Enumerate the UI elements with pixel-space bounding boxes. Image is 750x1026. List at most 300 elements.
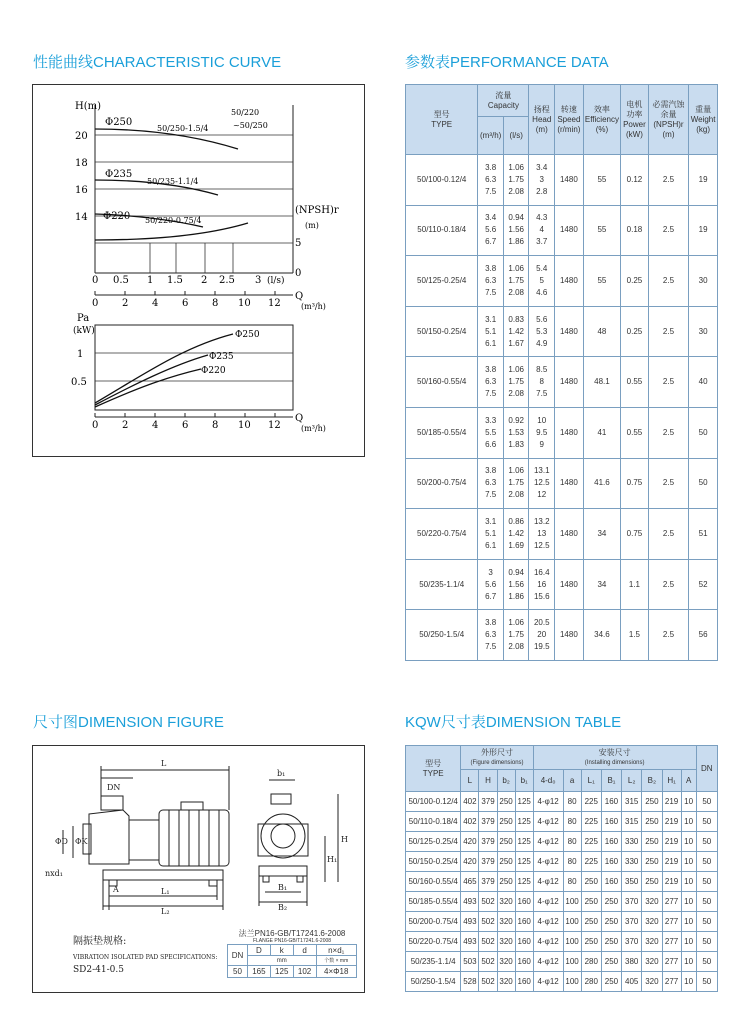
perf-cell-head: 4.3 4 3.7 bbox=[529, 205, 555, 256]
perf-cell-weight: 30 bbox=[689, 306, 718, 357]
dim-cell: 160 bbox=[515, 932, 533, 952]
h-axis-label: H(m) bbox=[75, 101, 102, 112]
dim-cell: 50 bbox=[696, 932, 717, 952]
svg-text:5: 5 bbox=[295, 238, 302, 249]
dim-cell: 225 bbox=[581, 852, 601, 872]
dim-row bbox=[406, 912, 718, 932]
dim-cell: 50 bbox=[696, 852, 717, 872]
svg-text:12: 12 bbox=[268, 298, 281, 309]
perf-row bbox=[406, 357, 718, 408]
front-outlet-flange bbox=[271, 794, 291, 804]
perf-cell-power: 0.55 bbox=[621, 357, 649, 408]
svg-text:Q: Q bbox=[295, 291, 304, 302]
perf-cell-efficiency: 48.1 bbox=[583, 357, 620, 408]
dim-col-header: b₁ bbox=[515, 770, 533, 792]
perf-cell-capacity-ls: 1.06 1.75 2.08 bbox=[503, 256, 529, 307]
dim-cell-type: 50/110-0.18/4 bbox=[406, 812, 461, 832]
dim-cell: 219 bbox=[662, 832, 681, 852]
perf-cell-type: 50/220-0.75/4 bbox=[406, 509, 478, 560]
dim-cell: 528 bbox=[461, 972, 479, 992]
perf-cell-speed: 1480 bbox=[555, 458, 584, 509]
dim-cell-type: 50/250-1.5/4 bbox=[406, 972, 461, 992]
dim-cell: 405 bbox=[622, 972, 642, 992]
dim-cell: 125 bbox=[515, 872, 533, 892]
dim-cell: 493 bbox=[461, 912, 479, 932]
dim-cell-type: 50/220-0.75/4 bbox=[406, 932, 461, 952]
perf-cell-capacity-ls: 1.06 1.75 2.08 bbox=[503, 357, 529, 408]
svg-text:(m³/h): (m³/h) bbox=[301, 302, 326, 311]
impeller-235-label: Φ235 bbox=[105, 169, 133, 180]
outlet-flange bbox=[101, 796, 123, 810]
dim-col-header: L bbox=[461, 770, 479, 792]
perf-cell-type: 50/250-1.5/4 bbox=[406, 610, 478, 661]
svg-text:12: 12 bbox=[268, 420, 281, 431]
dim-cell: 493 bbox=[461, 892, 479, 912]
perf-cell-capacity-m3h: 3.1 5.1 6.1 bbox=[478, 306, 504, 357]
svg-text:8: 8 bbox=[212, 298, 219, 309]
iso-pad-en: VIBRATION ISOLATED PAD SPECIFICATIONS: bbox=[73, 954, 218, 961]
dim-cell: 50 bbox=[696, 832, 717, 852]
dim-cell: 4-φ12 bbox=[533, 812, 563, 832]
power-curve-220 bbox=[95, 369, 201, 407]
dim-cell: 80 bbox=[563, 812, 581, 832]
svg-text:L₁: L₁ bbox=[161, 887, 170, 896]
dim-cell: 280 bbox=[581, 972, 601, 992]
perf-cell-speed: 1480 bbox=[555, 256, 584, 307]
dim-cell: 330 bbox=[622, 852, 642, 872]
dim-cell: 125 bbox=[515, 792, 533, 812]
perf-cell-capacity-ls: 0.86 1.42 1.69 bbox=[503, 509, 529, 560]
perf-row bbox=[406, 256, 718, 307]
perf-cell-weight: 40 bbox=[689, 357, 718, 408]
dim-cell: 10 bbox=[681, 952, 696, 972]
dim-cell: 502 bbox=[479, 972, 497, 992]
dim-cell: 277 bbox=[662, 912, 681, 932]
dim-cell-type: 50/185-0.55/4 bbox=[406, 892, 461, 912]
dim-cell: 320 bbox=[497, 912, 515, 932]
svg-text:20: 20 bbox=[75, 131, 88, 142]
svg-text:10: 10 bbox=[238, 298, 251, 309]
svg-text:0: 0 bbox=[295, 268, 302, 279]
perf-cell-type: 50/185-0.55/4 bbox=[406, 407, 478, 458]
perf-cell-head: 5.4 5 4.6 bbox=[529, 256, 555, 307]
perf-cell-npsh: 2.5 bbox=[648, 155, 688, 206]
dim-col-header: A bbox=[681, 770, 696, 792]
dim-col-header: b₂ bbox=[497, 770, 515, 792]
npsh-curve-label-1: 50/220 bbox=[231, 108, 260, 117]
pa-axis-label: Pa bbox=[77, 313, 90, 324]
svg-text:2: 2 bbox=[122, 420, 129, 431]
dim-cell: 10 bbox=[681, 792, 696, 812]
dim-cell: 250 bbox=[642, 792, 662, 812]
perf-cell-npsh: 2.5 bbox=[648, 205, 688, 256]
perf-cell-npsh: 2.5 bbox=[648, 256, 688, 307]
dim-cell: 250 bbox=[601, 892, 621, 912]
dim-cell: 250 bbox=[581, 892, 601, 912]
dim-cell: 4-φ12 bbox=[533, 852, 563, 872]
perf-cell-capacity-ls: 1.06 1.75 2.08 bbox=[503, 458, 529, 509]
dim-cell: 100 bbox=[563, 892, 581, 912]
svg-text:2.5: 2.5 bbox=[219, 275, 235, 286]
perf-cell-capacity-ls: 1.06 1.75 2.08 bbox=[503, 155, 529, 206]
perf-cell-weight: 52 bbox=[689, 559, 718, 610]
dim-cell: 4-φ12 bbox=[533, 892, 563, 912]
perf-cell-efficiency: 41 bbox=[583, 407, 620, 458]
dim-cell: 420 bbox=[461, 832, 479, 852]
svg-text:0.5: 0.5 bbox=[71, 377, 87, 388]
svg-text:H: H bbox=[341, 835, 348, 844]
svg-text:DN: DN bbox=[107, 783, 121, 792]
svg-text:A: A bbox=[113, 885, 119, 894]
perf-row bbox=[406, 509, 718, 560]
svg-text:6: 6 bbox=[182, 420, 189, 431]
dim-cell: 10 bbox=[681, 932, 696, 952]
perf-cell-capacity-ls: 0.94 1.56 1.86 bbox=[503, 205, 529, 256]
svg-text:Φ235: Φ235 bbox=[209, 352, 234, 362]
dim-cell: 277 bbox=[662, 892, 681, 912]
dim-cell: 250 bbox=[642, 812, 662, 832]
dim-cell: 250 bbox=[581, 872, 601, 892]
dim-cell: 320 bbox=[642, 952, 662, 972]
perf-cell-type: 50/200-0.75/4 bbox=[406, 458, 478, 509]
perf-cell-speed: 1480 bbox=[555, 306, 584, 357]
dim-cell: 320 bbox=[497, 932, 515, 952]
base-plate bbox=[103, 870, 223, 880]
dim-cell: 160 bbox=[601, 872, 621, 892]
perf-cell-capacity-m3h: 3.3 5.5 6.6 bbox=[478, 407, 504, 458]
dim-cell: 4-φ12 bbox=[533, 972, 563, 992]
dim-cell: 250 bbox=[601, 952, 621, 972]
perf-cell-head: 5.6 5.3 4.9 bbox=[529, 306, 555, 357]
dim-cell: 50 bbox=[696, 792, 717, 812]
dim-cell: 280 bbox=[581, 952, 601, 972]
perf-cell-type: 50/125-0.25/4 bbox=[406, 256, 478, 307]
perf-row bbox=[406, 458, 718, 509]
dim-row bbox=[406, 972, 718, 992]
dim-cell: 160 bbox=[515, 892, 533, 912]
perf-cell-capacity-m3h: 3.8 6.3 7.5 bbox=[478, 610, 504, 661]
npsh-axis-label: (NPSH)r bbox=[295, 205, 339, 216]
perf-cell-weight: 50 bbox=[689, 407, 718, 458]
perf-cell-type: 50/235-1.1/4 bbox=[406, 559, 478, 610]
dim-cell: 50 bbox=[696, 952, 717, 972]
perf-row bbox=[406, 155, 718, 206]
dim-cell: 370 bbox=[622, 892, 642, 912]
perf-cell-weight: 56 bbox=[689, 610, 718, 661]
dim-cell: 420 bbox=[461, 852, 479, 872]
svg-text:L: L bbox=[161, 759, 167, 768]
perf-cell-type: 50/100-0.12/4 bbox=[406, 155, 478, 206]
svg-text:0: 0 bbox=[92, 275, 99, 286]
svg-text:B₁: B₁ bbox=[278, 883, 288, 892]
dim-figure-section-title: 尺寸图DIMENSION FIGURE bbox=[33, 714, 224, 731]
svg-text:ΦK: ΦK bbox=[75, 837, 88, 846]
dim-cell: 4-φ12 bbox=[533, 872, 563, 892]
perf-cell-efficiency: 34.6 bbox=[583, 610, 620, 661]
perf-row bbox=[406, 306, 718, 357]
dim-cell-type: 50/235-1.1/4 bbox=[406, 952, 461, 972]
dim-col-header: L₁ bbox=[581, 770, 601, 792]
dim-row bbox=[406, 932, 718, 952]
dim-cell: 10 bbox=[681, 832, 696, 852]
dim-cell: 10 bbox=[681, 852, 696, 872]
svg-text:Φ250: Φ250 bbox=[235, 330, 260, 340]
svg-text:1: 1 bbox=[147, 275, 154, 286]
svg-text:2: 2 bbox=[122, 298, 129, 309]
dim-col-header: B₁ bbox=[601, 770, 621, 792]
svg-text:8: 8 bbox=[212, 420, 219, 431]
perf-cell-head: 13.1 12.5 12 bbox=[529, 458, 555, 509]
perf-cell-head: 10 9.5 9 bbox=[529, 407, 555, 458]
perf-cell-head: 3.4 3 2.8 bbox=[529, 155, 555, 206]
svg-text:2: 2 bbox=[201, 275, 208, 286]
perf-cell-speed: 1480 bbox=[555, 205, 584, 256]
dim-cell: 219 bbox=[662, 792, 681, 812]
svg-text:4: 4 bbox=[152, 298, 159, 309]
terminal-box bbox=[181, 802, 203, 810]
perf-cell-speed: 1480 bbox=[555, 155, 584, 206]
dim-cell: 277 bbox=[662, 972, 681, 992]
dim-cell: 250 bbox=[497, 872, 515, 892]
perf-cell-npsh: 2.5 bbox=[648, 610, 688, 661]
dim-cell: 100 bbox=[563, 972, 581, 992]
dim-cell: 80 bbox=[563, 832, 581, 852]
perf-cell-capacity-m3h: 3.4 5.6 6.7 bbox=[478, 205, 504, 256]
curve-label-250: 50/250-1.5/4 bbox=[157, 124, 209, 133]
perf-cell-efficiency: 55 bbox=[583, 205, 620, 256]
npsh-curve bbox=[95, 223, 248, 240]
front-base bbox=[259, 866, 307, 876]
dim-cell: 80 bbox=[563, 852, 581, 872]
dim-cell: 315 bbox=[622, 792, 642, 812]
svg-text:H₁: H₁ bbox=[327, 855, 338, 864]
dim-cell: 350 bbox=[622, 872, 642, 892]
dim-cell: 502 bbox=[479, 932, 497, 952]
perf-col-power: 电机 功率 Power (kW) bbox=[621, 85, 649, 155]
perf-cell-power: 0.18 bbox=[621, 205, 649, 256]
dim-col-header: L₂ bbox=[622, 770, 642, 792]
dim-cell: 493 bbox=[461, 932, 479, 952]
dim-cell-type: 50/150-0.25/4 bbox=[406, 852, 461, 872]
dim-cell: 4-φ12 bbox=[533, 932, 563, 952]
curve-label-235: 50/235-1.1/4 bbox=[147, 177, 199, 186]
dim-col-header: H₁ bbox=[662, 770, 681, 792]
perf-col-head: 扬程 Head (m) bbox=[529, 85, 555, 155]
dim-cell: 10 bbox=[681, 872, 696, 892]
svg-text:18: 18 bbox=[75, 158, 88, 169]
dim-cell: 502 bbox=[479, 892, 497, 912]
svg-text:0: 0 bbox=[92, 420, 99, 431]
dim-cell: 402 bbox=[461, 812, 479, 832]
dim-cell: 379 bbox=[479, 832, 497, 852]
dim-cell: 4-φ12 bbox=[533, 792, 563, 812]
flange-table: 法兰PN16-GB/T17241.6-2008 FLANGE PN16-GB/T17241.6-2008 DN D k d n×d₁ mm 个数 × mm 50 165 125 102 4×Φ18 bbox=[227, 929, 357, 978]
dim-cell: 4-φ12 bbox=[533, 912, 563, 932]
svg-text:Φ220: Φ220 bbox=[201, 366, 226, 376]
perf-row bbox=[406, 205, 718, 256]
dim-cell: 370 bbox=[622, 912, 642, 932]
dim-col-header: 4-d₀ bbox=[533, 770, 563, 792]
dim-cell-type: 50/200-0.75/4 bbox=[406, 912, 461, 932]
dim-cell: 503 bbox=[461, 952, 479, 972]
dim-row bbox=[406, 872, 718, 892]
perf-cell-speed: 1480 bbox=[555, 559, 584, 610]
dim-cell: 379 bbox=[479, 852, 497, 872]
dim-cell: 50 bbox=[696, 972, 717, 992]
svg-text:10: 10 bbox=[238, 420, 251, 431]
dim-cell: 219 bbox=[662, 872, 681, 892]
perf-cell-power: 0.75 bbox=[621, 458, 649, 509]
dim-cell: 10 bbox=[681, 892, 696, 912]
perf-cell-speed: 1480 bbox=[555, 407, 584, 458]
dim-cell: 250 bbox=[497, 852, 515, 872]
perf-cell-head: 8.5 8 7.5 bbox=[529, 357, 555, 408]
svg-text:1.5: 1.5 bbox=[167, 275, 183, 286]
perf-cell-efficiency: 34 bbox=[583, 509, 620, 560]
svg-text:16: 16 bbox=[75, 185, 88, 196]
curve-box bbox=[32, 84, 365, 457]
dim-cell: 330 bbox=[622, 832, 642, 852]
dim-cell: 502 bbox=[479, 912, 497, 932]
dim-cell: 250 bbox=[642, 872, 662, 892]
perf-col-capacity: 流量 Capacity bbox=[478, 85, 529, 117]
perf-cell-head: 13.2 13 12.5 bbox=[529, 509, 555, 560]
perf-cell-capacity-ls: 0.94 1.56 1.86 bbox=[503, 559, 529, 610]
perf-cell-npsh: 2.5 bbox=[648, 306, 688, 357]
perf-cell-power: 1.5 bbox=[621, 610, 649, 661]
perf-row bbox=[406, 407, 718, 458]
svg-text:L₂: L₂ bbox=[161, 907, 170, 916]
dim-col-outer: 外形尺寸 (Figure dimensions) bbox=[461, 746, 533, 770]
power-curve-235 bbox=[95, 355, 208, 405]
iso-pad-title: 隔振垫规格: bbox=[73, 936, 127, 947]
dim-cell-type: 50/125-0.25/4 bbox=[406, 832, 461, 852]
dim-cell-type: 50/160-0.55/4 bbox=[406, 872, 461, 892]
dim-cell: 502 bbox=[479, 952, 497, 972]
perf-cell-weight: 51 bbox=[689, 509, 718, 560]
perf-cell-speed: 1480 bbox=[555, 509, 584, 560]
curve-label-220: 50/220-0.75/4 bbox=[145, 216, 202, 225]
dim-cell: 80 bbox=[563, 792, 581, 812]
dim-cell: 160 bbox=[601, 852, 621, 872]
perf-cell-capacity-ls: 0.92 1.53 1.83 bbox=[503, 407, 529, 458]
dim-cell: 320 bbox=[642, 972, 662, 992]
dim-row bbox=[406, 852, 718, 872]
perf-cell-efficiency: 55 bbox=[583, 155, 620, 206]
perf-cell-power: 0.55 bbox=[621, 407, 649, 458]
perf-col-npsh: 必需汽蚀 余量 (NPSH)r (m) bbox=[648, 85, 688, 155]
perf-cell-efficiency: 41.6 bbox=[583, 458, 620, 509]
dim-cell: 250 bbox=[642, 832, 662, 852]
dim-cell: 160 bbox=[515, 972, 533, 992]
dim-col-install: 安装尺寸 (Installing dimensions) bbox=[533, 746, 696, 770]
curve-section-title: 性能曲线CHARACTERISTIC CURVE bbox=[33, 54, 282, 71]
impeller-220-label: Φ220 bbox=[103, 211, 131, 222]
dim-cell: 160 bbox=[601, 812, 621, 832]
svg-text:(m): (m) bbox=[305, 221, 319, 230]
dim-cell: 250 bbox=[497, 792, 515, 812]
perf-cell-type: 50/160-0.55/4 bbox=[406, 357, 478, 408]
dim-cell: 370 bbox=[622, 932, 642, 952]
dimension-table bbox=[405, 745, 718, 992]
svg-text:(kW): (kW) bbox=[73, 326, 95, 336]
dim-row bbox=[406, 892, 718, 912]
dim-cell: 225 bbox=[581, 792, 601, 812]
perf-cell-capacity-m3h: 3.8 6.3 7.5 bbox=[478, 155, 504, 206]
perf-cell-npsh: 2.5 bbox=[648, 509, 688, 560]
dim-cell: 10 bbox=[681, 972, 696, 992]
perf-col-efficiency: 效率 Efficiency (%) bbox=[583, 85, 620, 155]
dim-cell: 80 bbox=[563, 872, 581, 892]
perf-cell-power: 0.12 bbox=[621, 155, 649, 206]
perf-col-speed: 转速 Speed (r/min) bbox=[555, 85, 584, 155]
dim-cell: 380 bbox=[622, 952, 642, 972]
dim-cell-type: 50/100-0.12/4 bbox=[406, 792, 461, 812]
perf-cell-power: 0.25 bbox=[621, 256, 649, 307]
pump-casing bbox=[89, 810, 129, 864]
perf-cell-power: 0.75 bbox=[621, 509, 649, 560]
characteristic-curve-chart bbox=[33, 85, 364, 456]
dim-cell: 160 bbox=[515, 912, 533, 932]
dim-cell: 250 bbox=[601, 972, 621, 992]
perf-row bbox=[406, 559, 718, 610]
dim-cell: 250 bbox=[581, 932, 601, 952]
perf-cell-weight: 19 bbox=[689, 205, 718, 256]
perf-cell-capacity-m3h: 3.8 6.3 7.5 bbox=[478, 256, 504, 307]
perf-cell-npsh: 2.5 bbox=[648, 357, 688, 408]
dim-cell: 225 bbox=[581, 812, 601, 832]
iso-pad-model: SD2-41-0.5 bbox=[73, 965, 124, 975]
dim-cell: 402 bbox=[461, 792, 479, 812]
dim-cell: 250 bbox=[642, 852, 662, 872]
perf-cell-capacity-ls: 0.83 1.42 1.67 bbox=[503, 306, 529, 357]
perf-cell-speed: 1480 bbox=[555, 357, 584, 408]
svg-text:b₁: b₁ bbox=[277, 769, 286, 778]
perf-cell-efficiency: 55 bbox=[583, 256, 620, 307]
dim-cell: 219 bbox=[662, 852, 681, 872]
perf-cell-capacity-m3h: 3.8 6.3 7.5 bbox=[478, 458, 504, 509]
perf-cell-npsh: 2.5 bbox=[648, 458, 688, 509]
svg-text:4: 4 bbox=[152, 420, 159, 431]
dim-cell: 315 bbox=[622, 812, 642, 832]
svg-text:3: 3 bbox=[255, 275, 262, 286]
svg-text:6: 6 bbox=[182, 298, 189, 309]
dimension-figure-box bbox=[32, 745, 365, 993]
dim-row bbox=[406, 832, 718, 852]
dim-cell: 125 bbox=[515, 812, 533, 832]
dim-cell: 50 bbox=[696, 872, 717, 892]
perf-cell-efficiency: 48 bbox=[583, 306, 620, 357]
dim-cell: 250 bbox=[497, 812, 515, 832]
svg-text:(l/s): (l/s) bbox=[267, 276, 285, 286]
perf-cell-head: 20.5 20 19.5 bbox=[529, 610, 555, 661]
dim-cell: 320 bbox=[642, 912, 662, 932]
dim-cell: 225 bbox=[581, 832, 601, 852]
dim-cell: 125 bbox=[515, 852, 533, 872]
dim-cell: 320 bbox=[497, 972, 515, 992]
perf-col-weight: 重量 Weight (kg) bbox=[689, 85, 718, 155]
dim-cell: 10 bbox=[681, 912, 696, 932]
perf-section-title: 参数表PERFORMANCE DATA bbox=[405, 54, 609, 71]
svg-text:nxd₁: nxd₁ bbox=[45, 869, 63, 878]
svg-text:0: 0 bbox=[92, 298, 99, 309]
dim-cell: 219 bbox=[662, 812, 681, 832]
svg-text:14: 14 bbox=[75, 212, 88, 223]
dim-col-type: 型号 TYPE bbox=[406, 746, 461, 792]
impeller-250-label: Φ250 bbox=[105, 117, 133, 128]
dim-cell: 277 bbox=[662, 932, 681, 952]
dim-cell: 250 bbox=[601, 912, 621, 932]
